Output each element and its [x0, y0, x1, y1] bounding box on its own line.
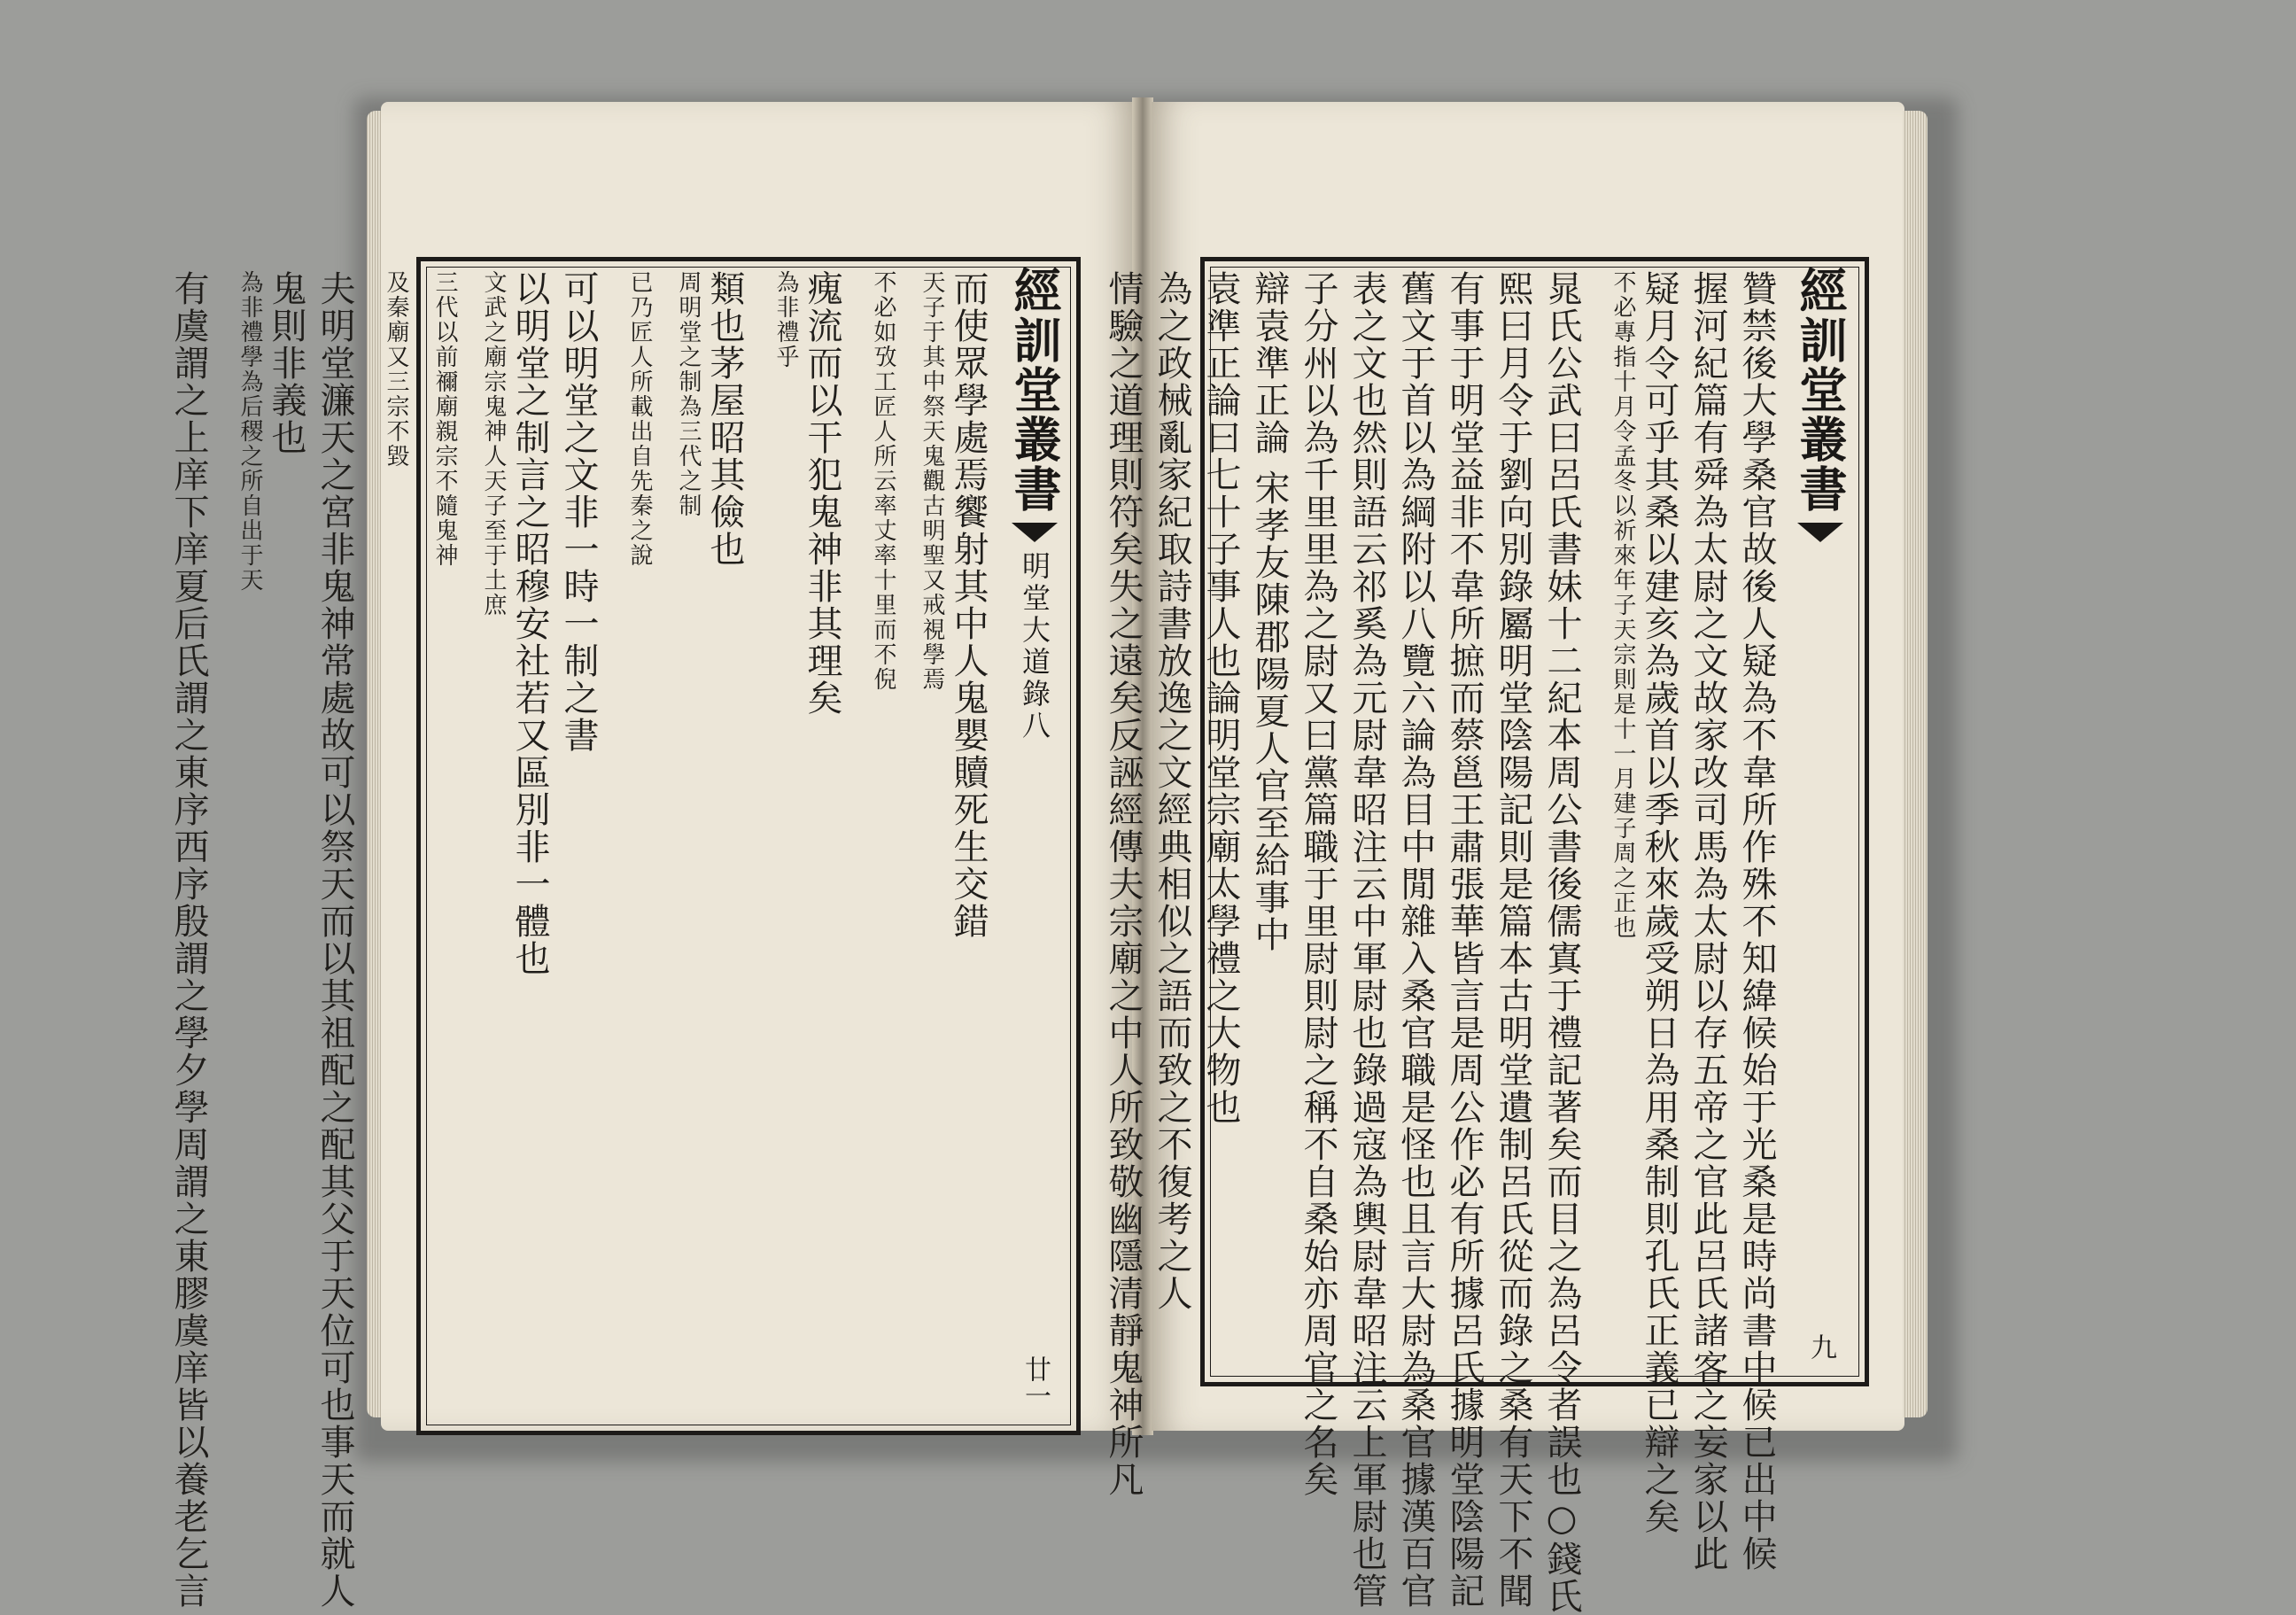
text-column: 文武之廟宗鬼神人天子至于土庶 — [480, 270, 507, 617]
left-text-body — [168, 270, 992, 1610]
left-heart-title: 經訓堂叢書 — [1006, 266, 1063, 514]
text-column: 有事于明堂益非不韋所摭而蔡邕王肅張華皆言是周公作必有所據呂氏據明堂陰陽記 — [1444, 270, 1485, 1610]
text-column: 類也茅屋昭其儉也 — [704, 270, 745, 568]
right-page-heart — [1785, 266, 1856, 1369]
text-column: 為非禮乎 — [772, 270, 799, 369]
right-heart-title: 經訓堂叢書 — [1792, 266, 1849, 514]
text-column: 瘣流而以干犯鬼神非其理矣 — [802, 270, 842, 717]
left-page-heart — [999, 266, 1070, 1417]
text-column: 三代以前禰廟親宗不隨鬼神 — [431, 270, 458, 568]
text-column: 以明堂之制言之昭穆安社若又區別非一體也 — [509, 270, 550, 977]
text-column: 天子于其中祭天鬼觀古明聖又戒視學焉 — [919, 270, 945, 692]
text-column: 有虞謂之上庠下庠夏后氏謂之東序西序殷謂之學夕學周謂之東膠虞庠皆以養老乞言 — [168, 270, 209, 1610]
text-column: 為非禮學為后稷之所自出于天 — [237, 270, 263, 593]
text-column: 鬼則非義也 — [266, 270, 306, 456]
text-column: 舊文于首以為綱附以八覽六論為目中閒雜入桑官職是怪也且言大尉為桑官據漢百官 — [1395, 270, 1436, 1610]
text-column: 晁氏公武曰呂氏書妹十二紀本周公書後儒寘于禮記著矣而目之為呂令者誤也○錢氏 — [1541, 270, 1582, 1615]
left-fishtail-mark — [1012, 523, 1058, 542]
text-column: 握河紀篇有舜為太尉之文故家改司馬為太尉以存五帝之官此呂氏諸客之妄家以此 — [1687, 270, 1728, 1572]
right-heart-folio: 九 — [1805, 1333, 1836, 1360]
right-page-edge — [1903, 111, 1928, 1417]
text-column: 不必如攷工匠人所云率丈率十里而不倪 — [870, 270, 896, 692]
text-column: 周明堂之制為三代之制 — [675, 270, 702, 518]
text-column: 子分州以為千里里為之尉又曰黨篇職于里尉則尉之稱不自桑始亦周官之名矣 — [1298, 270, 1338, 1498]
text-column: 不必專指十月令孟冬以祈來年子天宗則是十一月建子周之正也 — [1610, 270, 1636, 940]
right-text-body — [1103, 270, 1780, 1615]
left-heart-chapter: 明堂大道錄八 — [1018, 551, 1051, 742]
text-column: 為之政械亂家紀取詩書放逸之文經典相似之語而致之不復考之人 — [1152, 270, 1192, 1312]
right-fishtail-mark — [1797, 523, 1843, 542]
left-heart-folio: 廿一 — [1020, 1355, 1051, 1409]
text-column: 表之文也然則語云祁奚為元尉韋昭注云中軍尉也錄過寇為輿尉韋昭注云上軍尉也管 — [1346, 270, 1387, 1610]
section-heading: 辯袁準正論 宋孝友陳郡陽夏人官至給事中 — [1249, 270, 1290, 953]
text-column: 熙曰月令于劉向別錄屬明堂陰陽記則是篇本古明堂遺制呂氏從而錄之桑有天下不聞 — [1493, 270, 1533, 1610]
text-column: 袁準正論曰七十子事人也論明堂宗廟太學禮之大物也 — [1200, 270, 1241, 1126]
text-column: 贊禁後大學桑官故後人疑為不韋所作殊不知緯候始于光桑是時尚書中候已出中候 — [1736, 270, 1777, 1572]
text-column: 可以明堂之文非一時一制之書 — [558, 270, 599, 754]
text-column: 夫明堂濂天之宮非鬼神常處故可以祭天而以其祖配之配其父于天位可也事天而就人 — [314, 270, 355, 1610]
text-column: 已乃匠人所載出自先秦之說 — [626, 270, 653, 568]
text-column: 情驗之道理則符矣失之遠矣反誣經傳夫宗廟之中人所致敬幽隱清靜鬼神所凡 — [1103, 270, 1144, 1498]
text-column: 而使眾學處焉饗射其中人鬼嬰贖死生交錯 — [948, 270, 989, 940]
text-column: 及秦廟又三宗不毀 — [383, 270, 409, 469]
text-column: 疑月令可乎其桑以建亥為歲首以季秋來歲受朔日為用桑制則孔氏正義已辯之矣 — [1639, 270, 1679, 1535]
